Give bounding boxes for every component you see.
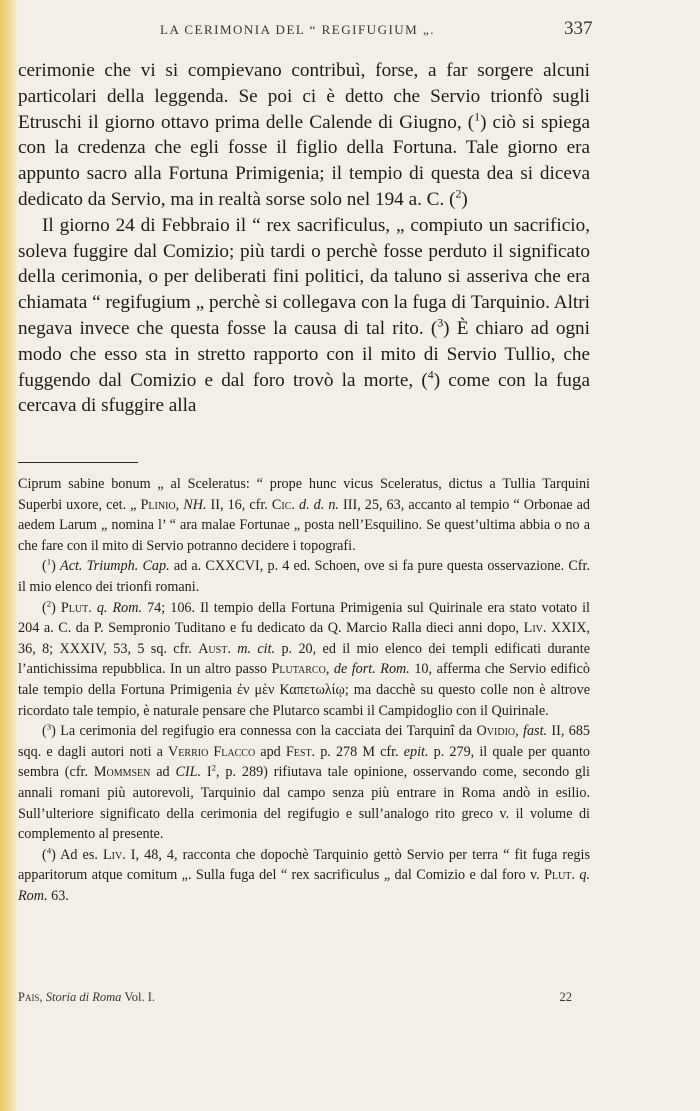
- text-run: Plinio: [140, 496, 176, 513]
- text-run: ,: [515, 723, 524, 740]
- page-number: 337: [564, 18, 593, 39]
- text-run: Il giorno 24 di Febbraio il “ rex sacrificulus, „ compiuto un sacrificio, soleva fuggire dal Comizio; più tardi o perchè fosse perduto il significato della cerimonia, o per deliberati fini politici, da taluno si asseriva che era chiamata “ regifugium „ perchè si collegava con la fuga di Tarquinio. Altri negava invece che questa fosse la causa di tal rito. (: [18, 214, 590, 339]
- footer-volume: Vol. I.: [124, 990, 156, 1004]
- page-footer: Pais, Storia di Roma Vol. I. 22: [18, 990, 572, 1004]
- text-run: q. Rom.: [18, 867, 591, 904]
- text-run: (: [42, 558, 47, 575]
- text-run: ): [461, 188, 468, 210]
- footnote: [18, 556, 590, 597]
- text-run: q. Rom.: [96, 599, 143, 616]
- text-run: p. 279, il quale per quanto sembra (cfr.: [18, 743, 590, 781]
- footnote: [18, 721, 590, 845]
- text-run: (: [42, 846, 47, 863]
- text-run: Ciprum sabine bonum „ al Sceleratus: “ prope hunc vicus Sceleratus, dictus a Tullia Tarquini Superbi uxore, cet. „: [18, 476, 590, 513]
- text-run: ): [51, 599, 61, 616]
- text-run: Act. Triumph. Cap.: [60, 558, 170, 575]
- text-run: ) ciò si spiega con la credenza che egli fosse il figlio della Fortuna. Tale giorno era appunto sacro alla Fortuna Primigenia; il tempio di questa dea si diceva dedicato da Servio, ma in realtà sorse solo nel 194 a. C. (: [18, 111, 590, 210]
- signature-mark: 22: [559, 990, 572, 1004]
- text-run: ) La cerimonia del regifugio era connessa con la cacciata dei Tarquinî da: [51, 723, 477, 740]
- text-run: ) È chiaro ad ogni modo che esso sta in stretto rapporto con il mito di Servio Tullio, che fuggendo dal Comizio e dal foro trovò la morte, (: [18, 317, 590, 391]
- note-reference: 1: [474, 109, 481, 124]
- note-reference: 3: [46, 721, 52, 732]
- text-run: 63.: [47, 887, 69, 904]
- text-run: , p. 289) rifiutava tale opinione, osservando come, secondo gli annali romani più autorevoli, Tarquinio dal campo senza più entrare in Roma andò in esilio. Sull’ulteriore significato della cerimonia del regifugio e sull’analogo rito greco v. il volume di complemento al presente.: [18, 764, 590, 843]
- footnote: [18, 845, 590, 907]
- text-run: XXIX, 36, 8; XXXIV, 53, 5 sq. cfr.: [18, 620, 590, 657]
- text-run: Verrio Flacco: [168, 743, 256, 760]
- text-run: Plut.: [544, 867, 575, 884]
- text-run: ad a. CXXCVI, p. 4 ed. Schoen, ove si fa pure questa osservazione. Cfr. il mio elenco dei trionfi romani.: [18, 558, 590, 595]
- note-reference: 2: [46, 597, 52, 608]
- text-run: I: [201, 764, 212, 781]
- text-run: Aust.: [198, 640, 231, 657]
- text-run: ,: [175, 496, 184, 513]
- footnote-separator: [18, 462, 138, 463]
- paragraph: [18, 58, 590, 213]
- text-run: m. cit.: [237, 640, 276, 657]
- text-run: 10, afferma che Servio edificò tale tempio della Fortuna Primigenia ἐν μὲν Καπετωλίῳ; ma dacchè su questo colle non è altrove ricordato tale tempio, è naturale pensare che Plutarco scambi il Campidoglio con il Quirinale.: [18, 661, 591, 719]
- note-reference: 2: [211, 762, 217, 773]
- text-run: II, 685 sqq. e dagli autori noti a: [18, 723, 591, 760]
- running-title: LA CERIMONIA DEL “ REGIFUGIUM „.: [160, 22, 435, 37]
- text-run: Cic.: [271, 496, 295, 513]
- text-run: ad: [150, 764, 176, 781]
- text-run: fast.: [523, 723, 548, 740]
- text-run: CIL.: [175, 764, 202, 781]
- text-run: Ovidio: [476, 723, 516, 740]
- text-run: II, 16, cfr.: [206, 496, 272, 513]
- footnotes: [18, 474, 590, 906]
- note-reference: 1: [46, 556, 52, 567]
- page-edge-stain: [0, 0, 18, 1111]
- footer-work: Storia di Roma: [45, 990, 122, 1004]
- text-run: ,: [325, 661, 334, 678]
- note-reference: 4: [46, 844, 52, 855]
- text-run: Plutarco: [271, 661, 326, 678]
- text-run: Plut.: [60, 599, 92, 616]
- text-run: Liv.: [523, 620, 547, 637]
- text-run: ) Ad es.: [51, 846, 103, 863]
- text-run: Liv.: [102, 846, 126, 863]
- text-run: p. 278 M cfr.: [315, 743, 404, 760]
- text-run: III, 25, 63, accanto al tempio “ Orbonae ad aedem Larum „ nomina l’ “ ara malae Fortunae „ posta nell’Esquilino. Se quest’ultima abbia o no a che fare con il mito di Servio potranno decidere i topografi.: [18, 496, 591, 554]
- text-run: d. d. n.: [298, 496, 339, 513]
- text-run: 74; 106. Il tempio della Fortuna Primigenia sul Quirinale era stato votato il 204 a. C. da P. Sempronio Tuditano e fu dedicato da Q. Marcio Ralla dieci anni dopo,: [18, 599, 591, 637]
- text-run: Mommsen: [93, 764, 151, 781]
- main-text: [18, 58, 590, 419]
- paragraph: [18, 213, 590, 419]
- footnote: [18, 474, 590, 556]
- text-run: de fort. Rom.: [333, 661, 410, 678]
- note-reference: 4: [427, 367, 434, 382]
- text-run: I, 48, 4, racconta che dopochè Tarquinio gettò Servio per terra “ fit fuga regis apparitorum atque comitum „. Sulla fuga del “ rex sacrificulus „ dal Comizio e dal foro v.: [18, 846, 590, 884]
- text-run: cerimonie che vi si compievano contribuì, forse, a far sorgere alcuni particolari della leggenda. Se poi ci è detto che Servio trionfò sugli Etruschi il giorno ottavo prima delle Calende di Giugno, (: [18, 60, 590, 133]
- book-page: [18, 0, 690, 1111]
- text-run: Fest.: [285, 743, 316, 760]
- text-run: (: [42, 723, 47, 740]
- note-reference: 2: [455, 186, 462, 201]
- footnote: [18, 598, 590, 722]
- text-run: p. 20, ed il mio elenco dei templi edificati durante l’antichissima repubblica. In un altro passo: [18, 640, 590, 678]
- note-reference: 3: [437, 315, 444, 330]
- text-run: NH.: [183, 496, 207, 513]
- text-run: epit.: [403, 743, 429, 760]
- footer-author: Pais: [18, 990, 40, 1004]
- text-run: (: [42, 599, 47, 616]
- text-run: ): [51, 558, 61, 575]
- text-run: ) come con la fuga cercava di sfuggire alla: [18, 369, 590, 417]
- text-run: apd: [255, 743, 286, 760]
